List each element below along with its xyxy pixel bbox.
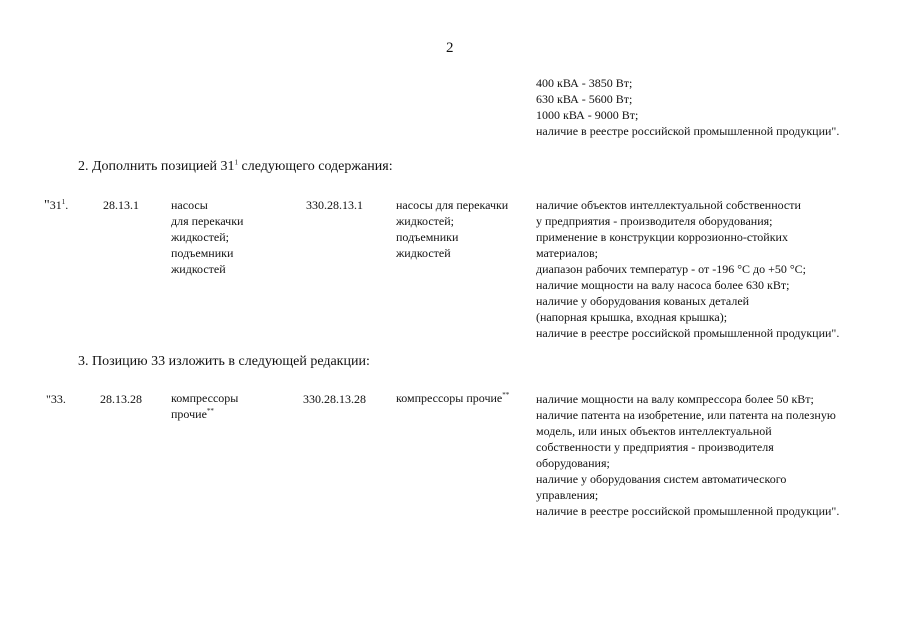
row-33-okpd-code: 28.13.28 bbox=[100, 392, 142, 406]
requirement-line: наличие мощности на валу компрессора более 50 кВт; bbox=[536, 392, 814, 406]
row-31-okpd-code: 28.13.1 bbox=[103, 198, 139, 212]
row-31-tnved-code: 330.28.13.1 bbox=[306, 198, 363, 212]
requirement-line: применение в конструкции коррозионно-стойких bbox=[536, 230, 788, 244]
section-2-heading-tail: следующего содержания: bbox=[238, 159, 393, 174]
row-33-tnved-name: компрессоры прочие** bbox=[396, 391, 510, 405]
section-3-heading: 3. Позицию 33 изложить в следующей редакции: bbox=[78, 354, 370, 369]
row-31-requirements bbox=[536, 197, 839, 341]
page-number: 2 bbox=[446, 40, 454, 56]
requirement-line: управления; bbox=[536, 488, 599, 502]
row-31-tnved-name: насосы для перекачки жидкостей; подъемники жидкостей bbox=[396, 198, 509, 260]
requirement-line: собственности у предприятия - производителя bbox=[536, 440, 774, 454]
requirement-line: наличие в реестре российской промышленной продукции". bbox=[536, 504, 840, 518]
section-2-heading-sup: 1 bbox=[234, 158, 239, 167]
continuation-line: 400 кВА - 3850 Вт; bbox=[536, 76, 633, 90]
requirement-line: оборудования; bbox=[536, 456, 610, 470]
row-31-okpd-name: насосы для перекачки жидкостей; подъемники жидкостей bbox=[171, 198, 244, 276]
requirement-line: (напорная крышка, входная крышка); bbox=[536, 310, 728, 324]
requirement-line: наличие у оборудования систем автоматического bbox=[536, 472, 787, 486]
requirement-line: наличие объектов интеллектуальной собственности bbox=[536, 198, 801, 212]
section-2-heading-text: 2. Дополнить позицией 31 bbox=[78, 159, 235, 174]
requirement-line: наличие патента на изобретение, или патента на полезную bbox=[536, 408, 836, 422]
requirement-line: наличие в реестре российской промышленной продукции". bbox=[536, 326, 840, 340]
requirement-line: материалов; bbox=[536, 246, 598, 260]
continuation-line: наличие в реестре российской промышленной продукции". bbox=[536, 124, 840, 138]
requirement-line: у предприятия - производителя оборудования; bbox=[536, 214, 773, 228]
requirement-line: диапазон рабочих температур - от -196 °С до +50 °С; bbox=[536, 262, 807, 276]
requirement-line: модель, или иных объектов интеллектуальной bbox=[536, 424, 772, 438]
row-33-number: "33. bbox=[46, 392, 66, 406]
continuation-line: 630 кВА - 5600 Вт; bbox=[536, 92, 633, 106]
row-31-number: "$31^1$. bbox=[44, 198, 69, 213]
row-33-requirements bbox=[536, 391, 839, 519]
row-33-okpd-name: компрессоры прочие** bbox=[171, 391, 239, 421]
requirement-line: наличие у оборудования кованых деталей bbox=[536, 294, 750, 308]
continuation-text bbox=[536, 75, 839, 139]
requirement-line: наличие мощности на валу насоса более 630 кВт; bbox=[536, 278, 790, 292]
section-2-heading bbox=[78, 159, 393, 175]
row-33-tnved-code: 330.28.13.28 bbox=[303, 392, 366, 406]
continuation-line: 1000 кВА - 9000 Вт; bbox=[536, 108, 639, 122]
